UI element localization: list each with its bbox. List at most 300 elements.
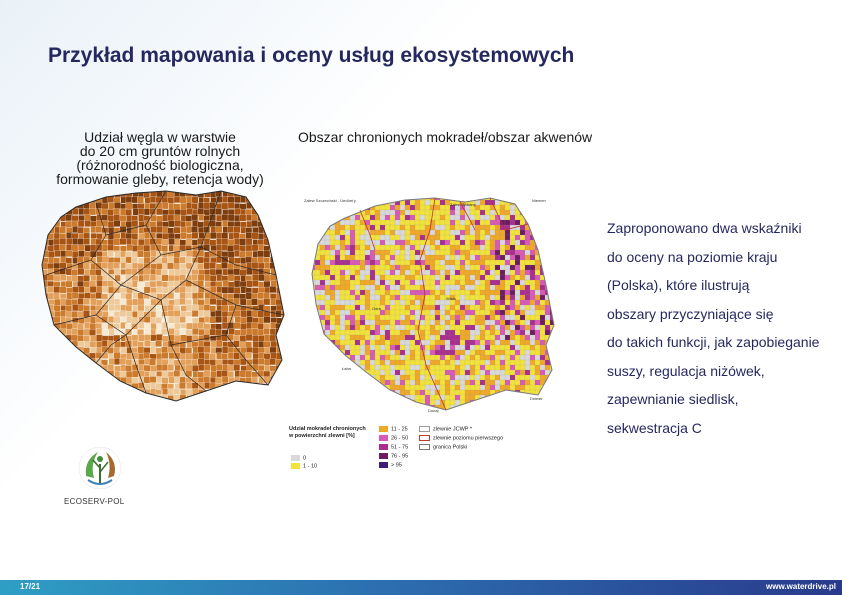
map-cell [480,370,485,375]
map-cell [48,196,54,202]
map-cell [83,238,89,244]
map-cell [495,330,500,335]
map-cell [144,377,150,383]
map-cell [375,230,380,235]
map-cell [515,340,520,345]
map-cell [89,191,95,197]
map-cell [276,227,282,233]
map-cell [415,360,420,365]
map-cell [325,270,330,275]
map-cell [405,280,410,285]
map-cell [66,353,72,359]
map-cell [246,239,252,245]
map-cell [500,310,505,315]
map-cell [405,375,410,380]
map-cell [60,323,66,329]
legend-class [291,455,306,462]
map-cell [340,295,345,300]
map-cell [420,235,425,240]
map-cell [252,280,258,286]
map-cell [143,185,149,191]
map-cell [400,250,405,255]
map-cell [228,342,234,348]
map-cell [490,245,495,250]
map-cell [335,290,340,295]
map-cell [380,350,385,355]
map-cell [167,257,173,263]
map-cell [144,299,150,305]
map-cell [264,281,270,287]
map-cell [168,275,174,281]
map-cell [505,310,510,315]
map-cell [510,370,515,375]
map-cell [425,345,430,350]
map-cell [450,345,455,350]
map-cell [435,335,440,340]
map-cell [490,240,495,245]
map-cell [246,384,252,390]
map-cell [204,311,210,317]
map-cell [72,353,78,359]
map-cell [345,250,350,255]
map-cell [530,290,535,295]
map-cell [60,395,66,401]
map-cell [415,265,420,270]
map-cell [36,371,42,377]
map-cell [405,305,410,310]
map-cell [282,251,288,257]
map-cell [240,401,246,407]
map-cell [480,210,485,215]
map-cell [490,305,495,310]
map-cell [48,395,54,401]
map-cell [78,239,84,245]
map-cell [430,385,435,390]
map-cell [475,375,480,380]
map-cell [66,389,72,395]
map-cell [169,287,175,293]
map-cell [380,240,385,245]
map-cell [525,305,530,310]
map-cell [440,295,445,300]
map-cell [515,300,520,305]
map-cell [375,215,380,220]
map-cell [90,275,96,281]
map-cell [410,355,415,360]
map-cell [435,230,440,235]
map-cell [475,305,480,310]
map-cell [380,270,385,275]
map-cell [445,275,450,280]
map-cell [350,320,355,325]
map-cell [149,402,155,407]
map-cell [480,390,485,395]
map-cell [42,383,48,389]
map-cell [480,320,485,325]
map-cell [315,290,320,295]
map-cell [41,311,47,317]
map-cell [395,280,400,285]
map-cell [415,370,420,375]
map-cell [390,285,395,290]
map-cell [405,300,410,305]
legend-line-label: zlewnie poziomu pierwszego [433,435,504,442]
map-cell [370,230,375,235]
map-cell [465,285,470,290]
map-cell [435,250,440,255]
map-cell [90,209,96,215]
map-cell [234,383,240,389]
map-cell [455,235,460,240]
map-cell [66,347,72,353]
map-cell [455,330,460,335]
map-cell [375,235,380,240]
map-cell [47,263,53,269]
map-cell [440,305,445,310]
map-cell [460,270,465,275]
map-cell [430,240,435,245]
map-cell [54,185,60,191]
map-cell [410,275,415,280]
map-cell [263,328,269,334]
map-cell [440,260,445,265]
map-cell [505,370,510,375]
legend-line-label: granica Polski [433,444,468,451]
map-cell [222,390,228,396]
map-cell [350,275,355,280]
map-cell [440,350,445,355]
map-cell [395,340,400,345]
map-cell [192,395,198,401]
map-cell [66,215,72,221]
map-cell [490,350,495,355]
map-cell [505,260,510,265]
map-cell [385,270,390,275]
left-caption-line: do 20 cm gruntów rolnych [79,143,241,159]
map-cell [390,265,395,270]
map-cell [375,275,380,280]
map-cell [500,355,505,360]
map-cell [269,209,275,215]
map-cell [460,350,465,355]
map-cell [36,364,42,370]
map-cell [430,390,435,395]
map-cell [335,320,340,325]
map-cell [390,275,395,280]
map-cell [370,320,375,325]
map-cell [144,383,150,389]
map-cell [264,341,270,347]
map-cell [340,325,345,330]
map-cell [485,220,490,225]
map-cell [500,370,505,375]
map-cell [395,245,400,250]
map-cell [540,285,545,290]
map-cell [143,275,149,281]
description-line: (Polska), które ilustrują [607,277,750,293]
map-cell [240,383,246,389]
map-cell [375,250,380,255]
map-cell [405,270,410,275]
map-cell [515,325,520,330]
map-cell [380,250,385,255]
map-cell [252,288,258,294]
map-cell [485,285,490,290]
map-cell [390,325,395,330]
map-cell [410,200,415,205]
map-cell [395,220,400,225]
map-cell [246,334,252,340]
map-cell [405,200,410,205]
map-cell [355,335,360,340]
map-cell [440,230,445,235]
map-cell [72,185,78,191]
map-cell [340,300,345,305]
map-cell [475,370,480,375]
description-line: zapewnianie siedlisk, [607,391,739,407]
map-cell [355,285,360,290]
map-cell [340,225,345,230]
map-cell [530,335,535,340]
map-cell [510,300,515,305]
map-cell [515,270,520,275]
map-cell [485,390,490,395]
map-cell [138,322,144,328]
map-cell [355,355,360,360]
map-cell [400,205,405,210]
map-cell [475,280,480,285]
map-cell [162,197,168,203]
map-cell [440,215,445,220]
map-cell [126,233,132,239]
map-cell [102,383,108,389]
map-cell [144,340,150,346]
map-cell [355,340,360,345]
map-cell [395,355,400,360]
map-cell [395,365,400,370]
map-cell [115,251,121,257]
map-cell [283,299,288,305]
map-cell [335,340,340,345]
map-cell [415,325,420,330]
map-cell [535,260,540,265]
map-cell [465,245,470,250]
map-cell [282,221,288,227]
map-cell [228,202,234,208]
map-cell [365,255,370,260]
map-cell [83,275,89,281]
map-cell [450,365,455,370]
map-cell [480,385,485,390]
map-cell [510,310,515,315]
map-cell [490,375,495,380]
map-cell [60,197,66,203]
map-cell [315,285,320,290]
map-cell [325,305,330,310]
map-cell [340,340,345,345]
map-cell [465,345,470,350]
map-cell [510,285,515,290]
map-cell [179,298,185,304]
map-cell [150,251,156,257]
map-cell [167,263,173,269]
map-cell [430,205,435,210]
map-cell [360,340,365,345]
map-cell [520,220,525,225]
map-cell [263,293,269,299]
map-cell [198,347,204,353]
map-cell [60,274,66,280]
map-cell [515,345,520,350]
map-cell [480,235,485,240]
map-cell [530,360,535,365]
map-cell [470,360,475,365]
footer-url[interactable]: www.waterdrive.pl [766,582,836,591]
map-cell [48,252,54,258]
map-cell [495,200,500,205]
map-cell [102,203,108,209]
map-cell [485,275,490,280]
map-cell [390,380,395,385]
map-cell [365,280,370,285]
map-cell [520,375,525,380]
map-cell [465,365,470,370]
map-cell [340,345,345,350]
map-cell [415,350,420,355]
map-cell [228,287,234,293]
map-cell [72,371,78,377]
map-cell [90,286,96,292]
map-cell [450,400,455,405]
map-cell [210,341,216,347]
map-cell [495,225,500,230]
map-cell [485,320,490,325]
map-cell [520,320,525,325]
map-cell [120,389,126,395]
map-cell [78,245,84,251]
map-cell [440,285,445,290]
map-cell [180,328,186,334]
map-cell [227,226,233,232]
map-cell [350,325,355,330]
map-cell [167,364,173,370]
map-cell [210,395,216,401]
map-cell [415,355,420,360]
map-cell [415,275,420,280]
map-cell [210,286,216,292]
map-cell [450,315,455,320]
map-cell [345,230,350,235]
legend-swatch [379,435,388,441]
map-cell [131,389,137,395]
map-cell [61,202,67,208]
map-cell [410,335,415,340]
map-cell [495,240,500,245]
map-cell [350,280,355,285]
map-cell [77,227,83,233]
map-cell [355,325,360,330]
map-cell [385,335,390,340]
map-cell [455,350,460,355]
map-cell [475,240,480,245]
map-cell [65,359,71,365]
map-cell [440,210,445,215]
map-cell [335,235,340,240]
map-cell [48,347,54,353]
map-cell [365,260,370,265]
map-cell [410,210,415,215]
map-cell [395,305,400,310]
map-cell [490,260,495,265]
map-cell [520,325,525,330]
map-cell [360,265,365,270]
map-cell [480,310,485,315]
description-line: Zaproponowano dwa wskaźniki [607,220,802,236]
map-cell [390,295,395,300]
map-cell [169,377,175,383]
map-cell [535,325,540,330]
map-cell [520,310,525,315]
map-cell [470,235,475,240]
map-cell [42,389,48,395]
map-cell [36,263,42,269]
map-cell [435,345,440,350]
map-cell [270,275,276,281]
map-cell [41,354,47,360]
map-cell [415,300,420,305]
map-cell [48,274,54,280]
map-cell [390,240,395,245]
map-cell [320,255,325,260]
map-cell [66,383,72,389]
map-cell [48,383,54,389]
map-cell [36,317,42,323]
map-cell [355,305,360,310]
legend-class-label: 0 [303,455,307,462]
map-cell [465,230,470,235]
map-cell [520,255,525,260]
map-cell [209,306,215,312]
map-cell [495,350,500,355]
map-cell [49,185,55,191]
legend-line [419,426,472,433]
map-cell [445,375,450,380]
map-cell [204,185,210,191]
map-cell [234,311,240,317]
map-cell [530,375,535,380]
map-cell [282,210,288,216]
map-cell [325,325,330,330]
map-cell [198,185,204,191]
map-cell [525,330,530,335]
map-cell [475,330,480,335]
map-cell [400,375,405,380]
map-cell [435,275,440,280]
map-cell [204,364,210,370]
map-cell [380,345,385,350]
map-cell [455,315,460,320]
map-cell [320,245,325,250]
map-cell [253,359,259,365]
map-cell [460,250,465,255]
map-cell [460,390,465,395]
map-cell [360,280,365,285]
map-cell [365,315,370,320]
map-cell [460,335,465,340]
map-cell [495,270,500,275]
map-cell [320,285,325,290]
map-cell [335,300,340,305]
